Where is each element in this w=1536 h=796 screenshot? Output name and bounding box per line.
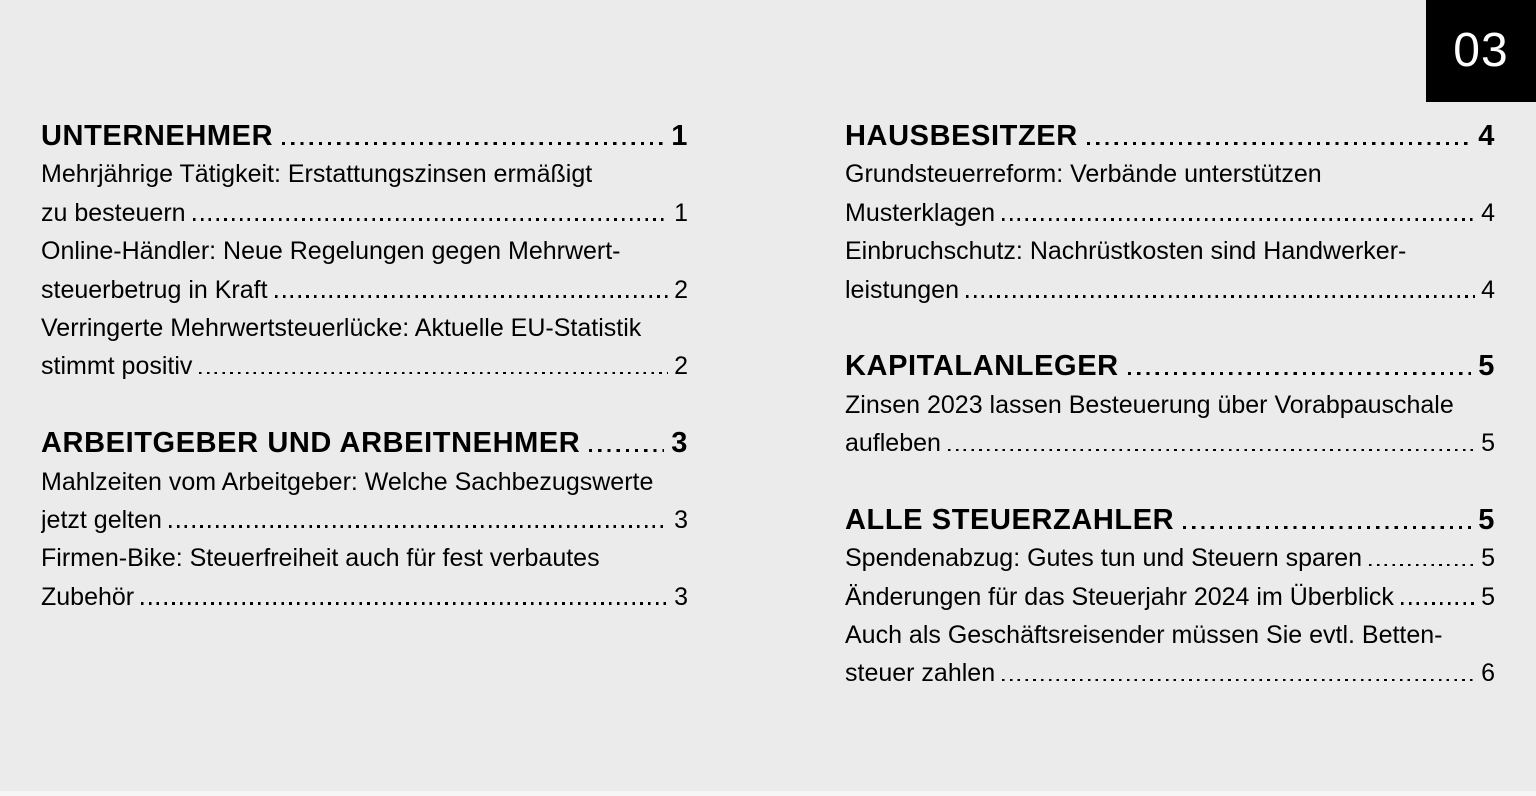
entry-text: zu besteuern bbox=[41, 198, 186, 227]
dot-leader bbox=[589, 449, 664, 452]
toc-entry-row bbox=[845, 155, 1495, 193]
dot-leader bbox=[1002, 679, 1475, 682]
entry-text: steuerbetrug in Kraft bbox=[41, 275, 268, 304]
dot-leader bbox=[1401, 602, 1475, 605]
entry-text: Mehrjährige Tätigkeit: Erstattungszinsen ermäßigt bbox=[41, 160, 593, 189]
toc-entry-row bbox=[845, 386, 1495, 424]
dot-leader bbox=[1002, 218, 1475, 221]
entry-page-number: 6 bbox=[1481, 659, 1495, 688]
toc-entry-row bbox=[845, 271, 1495, 309]
toc-section bbox=[845, 347, 1495, 462]
page-number-box bbox=[1426, 0, 1536, 102]
toc-entry-row bbox=[845, 539, 1495, 577]
toc-entry-row bbox=[845, 616, 1495, 654]
section-title: UNTERNEHMER bbox=[41, 120, 274, 152]
toc-section bbox=[41, 424, 688, 616]
entry-text: steuer zahlen bbox=[845, 659, 996, 688]
entry-page-number: 5 bbox=[1481, 544, 1495, 573]
entry-text: Spendenabzug: Gutes tun und Steuern sparen bbox=[845, 544, 1363, 573]
dot-leader bbox=[169, 525, 668, 528]
entry-text: Zubehör bbox=[41, 582, 135, 611]
toc-entry-row bbox=[41, 578, 688, 616]
entry-text: leistungen bbox=[845, 275, 959, 304]
page-number-label: 03 bbox=[1453, 24, 1509, 77]
entry-page-number: 3 bbox=[674, 582, 688, 611]
entry-text: Mahlzeiten vom Arbeitgeber: Welche Sachbezugswerte bbox=[41, 467, 654, 496]
entry-text: Änderungen für das Steuerjahr 2024 im Überblick bbox=[845, 582, 1394, 611]
section-page-number: 5 bbox=[1478, 503, 1495, 536]
section-header-row bbox=[41, 117, 688, 155]
dot-leader bbox=[275, 295, 669, 298]
section-page-number: 5 bbox=[1478, 350, 1495, 383]
entry-text: Musterklagen bbox=[845, 198, 996, 227]
entry-page-number: 4 bbox=[1481, 198, 1495, 227]
dot-leader bbox=[199, 372, 668, 375]
dot-leader bbox=[1087, 142, 1471, 145]
toc-entry-row bbox=[845, 194, 1495, 232]
toc-section bbox=[845, 117, 1495, 309]
toc-entry-row bbox=[845, 578, 1495, 616]
toc-entry-row bbox=[845, 424, 1495, 462]
entry-text: Einbruchschutz: Nachrüstkosten sind Handwerker- bbox=[845, 237, 1407, 266]
entry-text: jetzt gelten bbox=[41, 505, 162, 534]
section-header-row bbox=[845, 347, 1495, 385]
section-title: HAUSBESITZER bbox=[845, 120, 1078, 152]
entry-text: stimmt positiv bbox=[41, 352, 193, 381]
section-page-number: 4 bbox=[1478, 120, 1495, 152]
toc-entry-row bbox=[41, 347, 688, 385]
toc-entry-row bbox=[41, 155, 688, 193]
toc-entry-row bbox=[41, 463, 688, 501]
dot-leader bbox=[948, 449, 1475, 452]
entry-text: Zinsen 2023 lassen Besteuerung über Vorabpauschale bbox=[845, 390, 1454, 419]
dot-leader bbox=[1369, 564, 1475, 567]
section-page-number: 3 bbox=[671, 427, 688, 460]
dot-leader bbox=[282, 142, 664, 145]
entry-page-number: 2 bbox=[674, 352, 688, 381]
section-title: ARBEITGEBER UND ARBEITNEHMER bbox=[41, 427, 581, 460]
entry-page-number: 4 bbox=[1481, 275, 1495, 304]
section-title: KAPITALANLEGER bbox=[845, 350, 1119, 383]
toc-entry-row bbox=[41, 501, 688, 539]
entry-text: Grundsteuerreform: Verbände unterstützen bbox=[845, 160, 1322, 189]
section-page-number: 1 bbox=[671, 120, 688, 152]
entry-page-number: 1 bbox=[674, 198, 688, 227]
entry-page-number: 3 bbox=[674, 505, 688, 534]
dot-leader bbox=[1183, 526, 1471, 529]
toc-entry-row bbox=[41, 194, 688, 232]
section-header-row bbox=[41, 424, 688, 462]
entry-page-number: 2 bbox=[674, 275, 688, 304]
toc-entry-row bbox=[41, 309, 688, 347]
dot-leader bbox=[141, 602, 668, 605]
toc-entry-row bbox=[41, 539, 688, 577]
entry-text: Verringerte Mehrwertsteuerlücke: Aktuelle EU-Statistik bbox=[41, 313, 642, 342]
toc-entry-row bbox=[845, 232, 1495, 270]
toc-section bbox=[845, 501, 1495, 693]
dot-leader bbox=[966, 295, 1475, 298]
entry-text: Online-Händler: Neue Regelungen gegen Mehrwert- bbox=[41, 237, 621, 266]
toc-entry-row bbox=[845, 654, 1495, 692]
toc-entry-row bbox=[41, 271, 688, 309]
entry-text: aufleben bbox=[845, 429, 941, 458]
toc-entry-row bbox=[41, 232, 688, 270]
toc-section bbox=[41, 117, 688, 386]
toc-column-left bbox=[41, 117, 688, 616]
entry-page-number: 5 bbox=[1481, 429, 1495, 458]
dot-leader bbox=[1128, 372, 1472, 375]
toc-column-right bbox=[845, 117, 1495, 693]
entry-page-number: 5 bbox=[1481, 582, 1495, 611]
entry-text: Auch als Geschäftsreisender müssen Sie evtl. Betten- bbox=[845, 621, 1443, 650]
section-header-row bbox=[845, 117, 1495, 155]
section-title: ALLE STEUERZAHLER bbox=[845, 503, 1175, 536]
page-bottom-edge bbox=[0, 791, 1536, 796]
section-header-row bbox=[845, 501, 1495, 539]
dot-leader bbox=[193, 218, 669, 221]
entry-text: Firmen-Bike: Steuerfreiheit auch für fest verbautes bbox=[41, 544, 600, 573]
